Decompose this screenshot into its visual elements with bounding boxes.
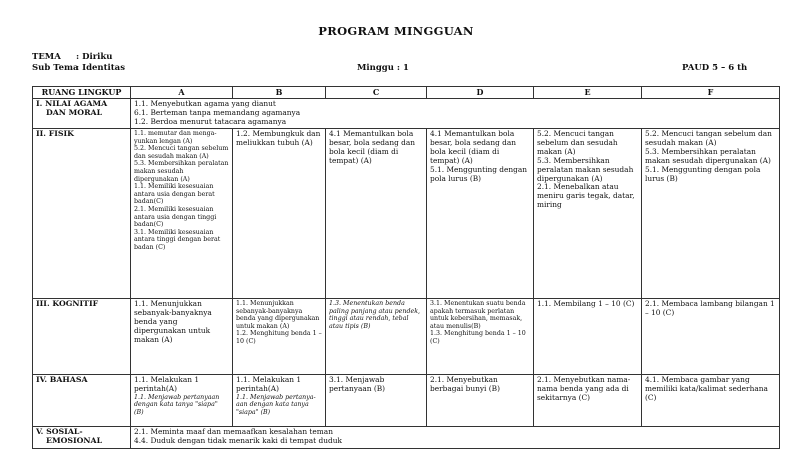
list-item: 2.1. Menebalkan atau meniru garis tegak, datar, miring	[537, 182, 635, 210]
list-item: 1.1. Memiliki kesesuaian antara usia dengan berat badan(C)	[134, 183, 215, 206]
list-item: 3.1. Memiliki kesesuaian antara tinggi dengan berat badan (C)	[134, 228, 221, 251]
list-item: 5.1. Menggunting dengan pola lurus (B)	[645, 164, 761, 183]
list-item: 5.2. Mencuci tangan sebelum dan sesudah makan (A)	[134, 145, 229, 160]
bahasa-a-cell	[131, 375, 233, 427]
week-label: Minggu : 1	[357, 63, 409, 73]
list-item: 1.3. Menentukan benda paling panjang atau pendek, tinggi atau rendah, tebal atau tipis (B)	[329, 300, 421, 330]
list-item: 5.3. Membersihkan peralatan makan sesudah dipergunakan (A)	[134, 160, 229, 183]
subtema-value: : Identitas	[76, 63, 125, 73]
list-item: 4.1. Membaca gambar yang memiliki kata/kalimat sederhana (C)	[645, 375, 768, 402]
list-item: 1.3. Menghitung benda 1 – 10 (C)	[430, 330, 526, 345]
row-label: I. NILAI AGAMA DAN MORAL	[33, 99, 131, 129]
list-item: 4.1 Memantulkan bola besar, bola sedang dan bola kecil (diam di tempat) (A)	[430, 129, 517, 165]
list-item: 2.1. Menyebutkan nama-nama benda yang ada di sekitarnya (C)	[537, 375, 631, 402]
kognitif-d-cell	[427, 299, 534, 375]
tema-label: TEMA	[32, 52, 61, 62]
fisik-a-cell	[131, 129, 233, 299]
kognitif-a-cell	[131, 299, 233, 375]
bahasa-c-cell	[326, 375, 427, 427]
list-item: 5.3. Membersihkan peralatan makan sesudah dipergunakan (A)	[645, 146, 771, 165]
tema-value: : Diriku	[76, 52, 113, 62]
row-label: V. SOSIAL- EMOSIONAL	[33, 427, 131, 449]
column-header: C	[326, 87, 427, 99]
table-row	[33, 99, 780, 129]
list-item: 1.1. Menunjukkan sebanyak-banyaknya benda yang dipergunakan untuk makan (A)	[134, 299, 212, 344]
bahasa-e-cell	[534, 375, 642, 427]
column-header: B	[233, 87, 326, 99]
kognitif-c-cell	[326, 299, 427, 375]
row-label: IV. BAHASA	[33, 375, 131, 427]
list-item: 1.1. memutar dan menga-yunkan lengan (A)	[134, 130, 217, 145]
list-item: 4.1 Memantulkan bola besar, bola sedang dan bola kecil (diam di tempat) (A)	[329, 129, 416, 165]
list-item: 2.1. Membaca lambang bilangan 1 – 10 (C)	[645, 299, 775, 317]
bahasa-f-cell	[642, 375, 780, 427]
list-item: 6.1. Berteman tanpa memandang agamanya	[134, 107, 301, 117]
fisik-d-cell	[427, 129, 534, 299]
fisik-b-cell	[233, 129, 326, 299]
column-header: D	[427, 87, 534, 99]
column-header: RUANG LINGKUP	[33, 87, 131, 99]
list-item: 1.1. Menjawab pertanyaan dengan kata tanya "siapa" (B)	[134, 393, 220, 416]
list-item: 2.1. Meminta maaf dan memaafkan kesalahan teman	[134, 427, 333, 436]
column-header: A	[131, 87, 233, 99]
column-header: F	[642, 87, 780, 99]
list-item: 1.1. Melakukan 1 perintah(A)	[134, 375, 200, 393]
list-item: 1.1. Menunjukkan sebanyak-banyaknya benda yang dipergunakan untuk makan (A)	[236, 300, 320, 330]
list-item: 5.3. Membersihkan peralatan makan sesudah dipergunakan (A)	[537, 155, 634, 183]
bahasa-d-cell	[427, 375, 534, 427]
table-row	[33, 375, 780, 427]
list-item: 1.2. Membungkuk dan meliukkan tubuh (A)	[236, 129, 321, 147]
list-item: 1.1. Menjawab pertanya-aan dengan kata tanya "siapa" (B)	[236, 393, 316, 416]
tema-line	[32, 52, 112, 62]
list-item: 5.1. Menggunting dengan pola lurus (B)	[430, 164, 528, 183]
fisik-e-cell	[534, 129, 642, 299]
subtema-label: Sub Tema	[32, 63, 79, 73]
age-group-label: PAUD 5 – 6 th	[682, 63, 748, 73]
column-header: E	[534, 87, 642, 99]
table-header-row	[33, 87, 780, 99]
list-item: 1.1. Membilang 1 – 10 (C)	[537, 299, 635, 308]
weekly-program-table	[32, 86, 780, 449]
list-item: 3.1. Menentukan suatu benda apakah termasuk perlatan untuk kebersihan, memasak, atau menulis(B)	[430, 300, 526, 330]
row-label: III. KOGNITIF	[33, 299, 131, 375]
page-title: PROGRAM MINGGUAN	[318, 24, 474, 38]
list-item: 1.2. Berdoa menurut tatacara agamanya	[134, 116, 287, 126]
list-item: 3.1. Menjawab pertanyaan (B)	[329, 375, 386, 393]
kognitif-e-cell	[534, 299, 642, 375]
list-item: 5.2. Mencuci tangan sebelum dan sesudah makan (A)	[537, 129, 618, 156]
table-row	[33, 299, 780, 375]
list-item: 4.4. Duduk dengan tidak menarik kaki di tempat duduk	[134, 435, 342, 445]
table-row	[33, 129, 780, 299]
list-item: 5.2. Mencuci tangan sebelum dan sesudah makan (A)	[645, 129, 772, 147]
row-label: II. FISIK	[33, 129, 131, 299]
list-item: 1.2. Menghitung benda 1 – 10 (C)	[236, 330, 322, 345]
fisik-c-cell	[326, 129, 427, 299]
agama-content	[131, 99, 780, 129]
kognitif-b-cell	[233, 299, 326, 375]
table-row	[33, 427, 780, 449]
kognitif-f-cell	[642, 299, 780, 375]
subtema-line	[32, 63, 125, 73]
bahasa-b-cell	[233, 375, 326, 427]
list-item: 2.1. Menyebutkan berbagai bunyi (B)	[430, 375, 500, 393]
list-item: 1.1. Melakukan 1 perintah(A)	[236, 375, 302, 393]
list-item: 2.1. Memiliki kesesuaian antara usia dengan tinggi badan(C)	[134, 205, 217, 229]
fisik-f-cell	[642, 129, 780, 299]
sosial-content	[131, 427, 780, 449]
list-item: 1.1. Menyebutkan agama yang dianut	[134, 99, 276, 108]
